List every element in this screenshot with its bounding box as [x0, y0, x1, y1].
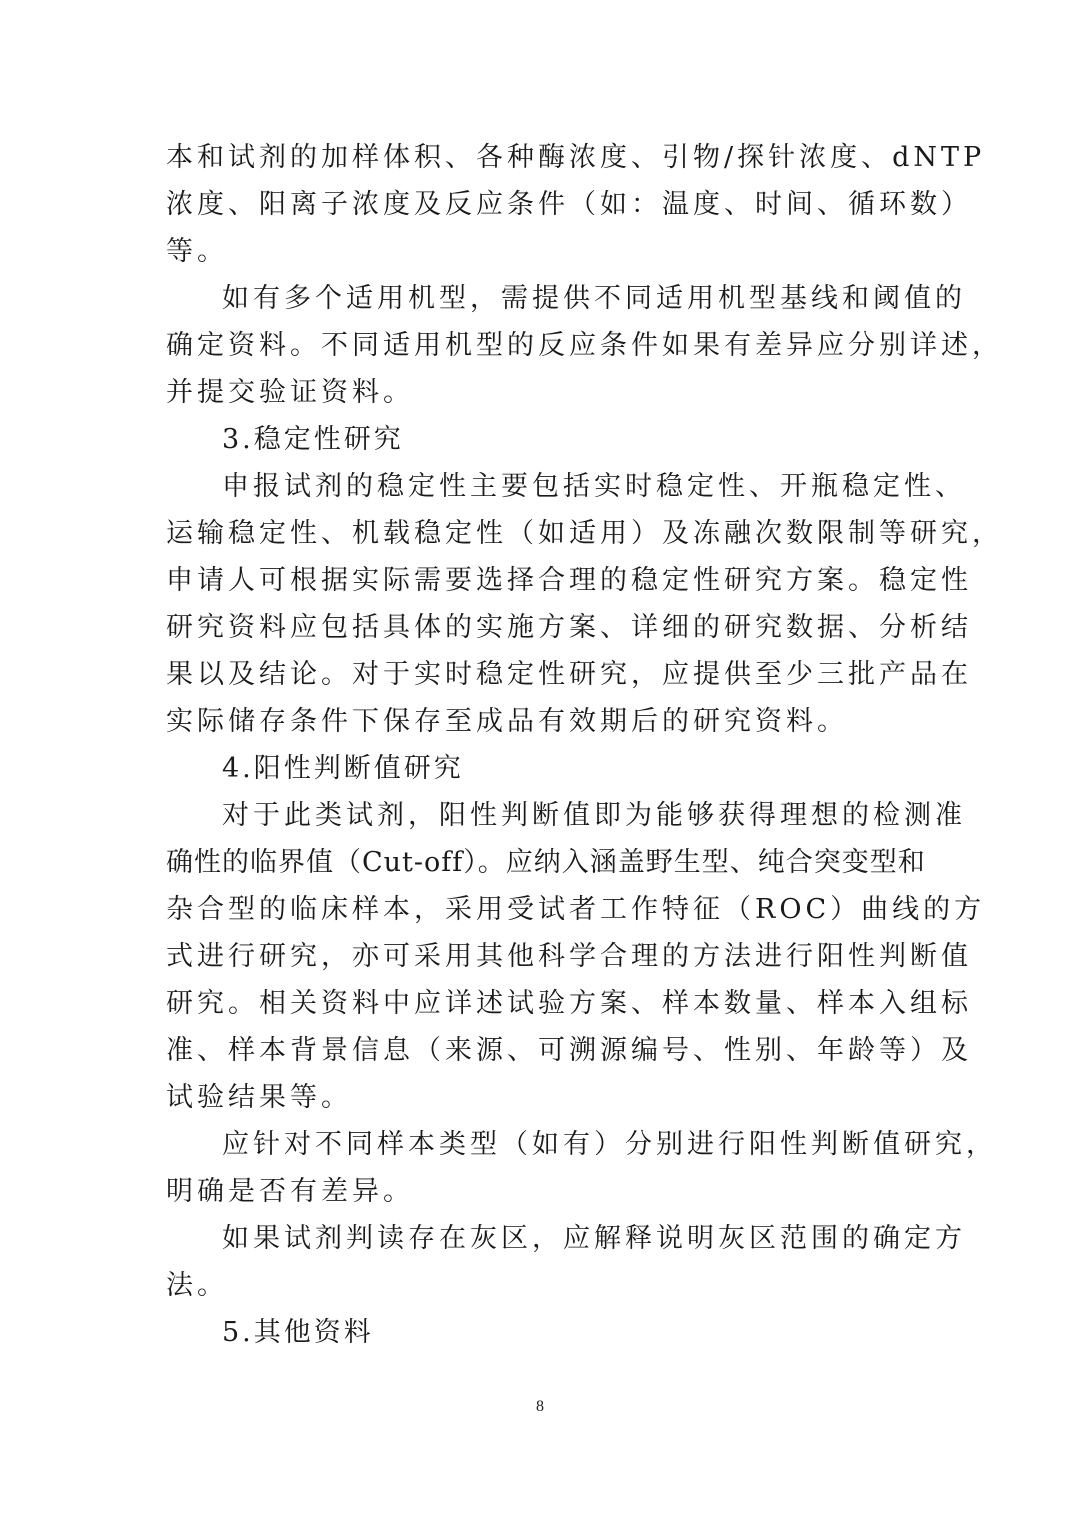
text-line: 对于此类试剂，阳性判断值即为能够获得理想的检测准: [222, 800, 966, 831]
paragraph-stability: [166, 463, 1003, 745]
paragraph-cutoff: [166, 792, 986, 1121]
text-line: 式进行研究，亦可采用其他科学合理的方法进行阳性判断值: [166, 941, 972, 972]
text-line: 研究。相关资料中应详述试验方案、样本数量、样本入组标: [166, 988, 972, 1019]
text-line: 果以及结论。对于实时稳定性研究，应提供至少三批产品在: [166, 659, 972, 690]
text-line: 准、样本背景信息（来源、可溯源编号、性别、年龄等）及: [166, 1035, 972, 1066]
text-line: 申请人可根据实际需要选择合理的稳定性研究方案。稳定性: [166, 565, 972, 596]
paragraph-sample-types: [166, 1121, 997, 1215]
text-line: 明确是否有差异。: [166, 1176, 414, 1207]
text-line: 确性的临界值（Cut-off）。应纳入涵盖野生型、纯合突变型和: [166, 847, 926, 878]
text-line: 本和试剂的加样体积、各种酶浓度、引物/探针浓度、dNTP: [166, 142, 986, 173]
text-line: 法。: [166, 1270, 228, 1301]
text-line: 如果试剂判读存在灰区，应解释说明灰区范围的确定方: [222, 1223, 966, 1254]
paragraph-gray-zone: [166, 1215, 966, 1309]
text-line: 并提交验证资料。: [166, 377, 414, 408]
text-line: 试验结果等。: [166, 1082, 352, 1113]
text-line: 如有多个适用机型，需提供不同适用机型基线和阈值的: [222, 283, 966, 314]
section-heading-stability: 3.稳定性研究: [222, 424, 404, 455]
section-heading-other: 5.其他资料: [222, 1317, 374, 1348]
text-line: 研究资料应包括具体的实施方案、详细的研究数据、分析结: [166, 612, 972, 643]
text-line: 确定资料。不同适用机型的反应条件如果有差异应分别详述，: [166, 330, 1003, 361]
section-heading-cutoff: 4.阳性判断值研究: [222, 753, 464, 784]
paragraph-instrument-models: [166, 275, 1003, 416]
page-number: 8: [536, 1398, 544, 1415]
text-line: 实际储存条件下保存至成品有效期后的研究资料。: [166, 706, 848, 737]
text-line: 杂合型的临床样本，采用受试者工作特征（ROC）曲线的方: [166, 894, 986, 925]
text-line: 浓度、阳离子浓度及反应条件（如：温度、时间、循环数）: [166, 189, 972, 220]
text-line: 运输稳定性、机载稳定性（如适用）及冻融次数限制等研究，: [166, 518, 1003, 549]
text-line: 等。: [166, 236, 228, 267]
text-line: 应针对不同样本类型（如有）分别进行阳性判断值研究，: [222, 1129, 997, 1160]
text-line: 申报试剂的稳定性主要包括实时稳定性、开瓶稳定性、: [222, 471, 966, 502]
document-body: [166, 134, 1003, 1356]
paragraph-reaction-conditions: [166, 134, 986, 275]
